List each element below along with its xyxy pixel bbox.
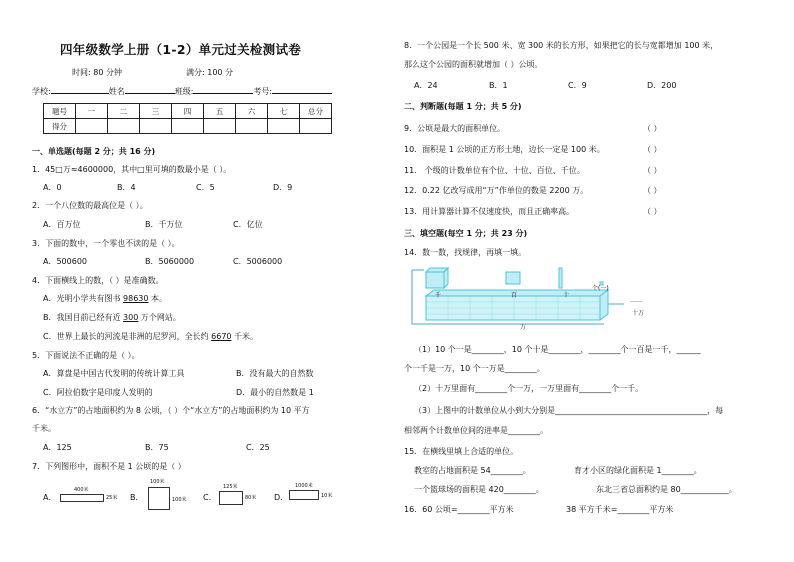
q3-option: C．5006000 [233, 257, 283, 266]
q7-option-a: A． [43, 493, 57, 502]
judge-item: 9．公顷是最大的面积单位。 [404, 124, 506, 133]
q4-option-c: C．世界上最长的河流是非洲的尼罗河，全长约 6670 千米。 [43, 332, 259, 341]
page-title: 四年级数学上册（1-2）单元过关检测试卷 [60, 42, 302, 57]
q3-stem: 3．下面的数中，一个零也不读的是（ ）。 [32, 239, 180, 248]
judge-item: 13．用计算器计算不仅速度快，而且正确率高。 [404, 207, 575, 216]
q7-stem: 7．下列图形中，面积不是 1 公顷的是（ ） [32, 462, 186, 471]
q6-line1: 6．“水立方”的占地面积约为 8 公顷，（ ）个“水立方”的占地面积约为 10 平方 [32, 406, 310, 415]
unit-label-bai: 百 [511, 292, 518, 299]
exam-time: 时间: 80 分钟 [72, 68, 122, 77]
q6-option: B．75 [145, 443, 169, 452]
score-table-header-cell: 三 [140, 104, 172, 119]
score-table-header-cell: 题号 [44, 104, 76, 119]
q3-option: B．5060000 [145, 257, 195, 266]
judge-answer-box[interactable]: （ ） [643, 186, 662, 195]
judge-item: 11． 个级的计数单位有个位、十位、百位、千位。 [404, 166, 585, 175]
ten-rod-icon [559, 268, 562, 288]
q16-item: 16．60 公顷=________平方米 [404, 505, 514, 514]
score-cell[interactable] [268, 119, 300, 134]
q16-item: 38 平方千米=________平方米 [566, 505, 674, 514]
q14-part3-line2: 相邻两个计数单位间的进率是________。 [404, 426, 548, 435]
rect-figure-c [219, 483, 269, 509]
score-table-header-cell: 五 [204, 104, 236, 119]
score-table [43, 103, 332, 134]
q5-option: A．算盘是中国古代发明的传统计算工具 [43, 369, 185, 378]
unit-label-shi: 十 [563, 292, 570, 299]
score-table-header-cell: 七 [268, 104, 300, 119]
q8-line2: 那么这个公园的面积就增加（ ）公顷。 [404, 60, 543, 69]
q14-stem: 14．数一数，找规律，再填一填。 [404, 248, 527, 257]
judge-answer-box[interactable]: （ ） [643, 207, 662, 216]
unit-label-wan: 万 [520, 324, 527, 331]
exam-no-label: 考号: [253, 87, 273, 96]
q7-option-b: B． [130, 493, 144, 502]
judge-answer-box[interactable]: （ ） [643, 145, 662, 154]
judge-answer-box[interactable]: （ ） [643, 166, 662, 175]
score-table-header-cell: 四 [172, 104, 204, 119]
q4-stem: 4．下面横线上的数，（ ）是准确数。 [32, 276, 164, 285]
exam-no-field[interactable] [272, 84, 332, 94]
q4-option-b: B．我国目前已经有近 300 万个网站。 [43, 313, 181, 322]
score-table-header-cell: 六 [236, 104, 268, 119]
score-table-header-cell: 一 [76, 104, 108, 119]
fig-b-width: 100米 [172, 497, 187, 503]
fig-d-length: 1000米 [295, 483, 313, 489]
q14-part1-line2: 个一千是一万，10 个一万是________。 [404, 364, 545, 373]
q5-option: D．最小的自然数是 1 [236, 388, 314, 397]
q2-stem: 2．一个八位数的最高位是（ ）。 [32, 201, 148, 210]
square-figure-b [148, 478, 196, 510]
q3-option: A．500600 [43, 257, 88, 266]
unit-label-shiwan: 十万 [632, 310, 645, 317]
score-cell[interactable] [236, 119, 268, 134]
score-row-label: 得分 [44, 119, 76, 134]
class-field[interactable] [193, 84, 253, 94]
judge-item: 12．0.22 亿改写成用“万”作单位的数是 2200 万。 [404, 186, 589, 195]
q6-line2: 千米。 [32, 424, 56, 433]
judge-answer-box[interactable]: （ ） [643, 124, 662, 133]
score-cell[interactable] [140, 119, 172, 134]
student-info-row [32, 84, 332, 97]
fig-b-length: 100米 [150, 479, 165, 485]
school-label: 学校: [32, 87, 51, 96]
section2-heading: 二、判断题(每题 1 分；共 5 分) [404, 102, 522, 111]
score-table-header-row [44, 104, 332, 119]
score-table-score-row [44, 119, 332, 134]
rect-figure-a [60, 486, 126, 500]
q7-option-c: C． [203, 493, 217, 502]
score-cell[interactable] [76, 119, 108, 134]
q15-item: 育才小区的绿化面积是 1________。 [574, 466, 702, 475]
underlined-number: 300 [123, 313, 139, 322]
q1-option: C．5 [196, 183, 215, 192]
school-field[interactable] [51, 84, 109, 94]
q8-option: B．1 [489, 81, 508, 90]
section3-heading: 三、填空题(每空 1 分；共 23 分) [404, 229, 528, 238]
score-cell[interactable] [108, 119, 140, 134]
unit-label-dots: …… [630, 297, 642, 304]
full-score: 满分: 100 分 [186, 68, 234, 77]
q14-part3-line1: （3）上图中的计数单位从小到大分别是______________________________________，每 [414, 406, 724, 415]
score-cell[interactable] [300, 119, 332, 134]
q8-line1: 8．一个公园是一个长 500 米、宽 300 米的长方形，如果把它的长与宽都增加 100 米， [404, 41, 719, 50]
fig-c-width: 80米 [245, 495, 257, 501]
q14-part2: （2）十万里面有________个一万，一万里面有________个一千。 [414, 384, 644, 393]
q2-option: B．千万位 [145, 220, 183, 229]
q5-option: B．没有最大的自然数 [236, 369, 314, 378]
q5-option: C．阿拉伯数字是印度人发明的 [43, 388, 153, 397]
judge-item: 10．面积是 1 公顷的正方形土地，边长一定是 100 米。 [404, 145, 605, 154]
class-label: 班级: [174, 87, 194, 96]
q4-option-a: A．光明小学共有图书 98630 本。 [43, 294, 168, 303]
q15-stem: 15．在横线里填上合适的单位。 [404, 447, 519, 456]
thousand-cube-icon [426, 268, 448, 288]
unit-label-ge: 个(一) [592, 285, 609, 292]
underlined-number: 6670 [211, 332, 232, 341]
fig-a-width: 25米 [106, 495, 118, 501]
hundred-flat-icon [506, 272, 520, 284]
q6-option: A．125 [43, 443, 72, 452]
fig-a-length: 400米 [74, 487, 89, 493]
fig-d-width: 10米 [321, 493, 333, 499]
q1-option: A．0 [43, 183, 62, 192]
q1-option: D．9 [273, 183, 293, 192]
q2-option: A．百万位 [43, 220, 81, 229]
name-field[interactable] [125, 84, 175, 94]
underlined-number: 98630 [123, 294, 149, 303]
unit-label-qian: 千 [435, 292, 442, 299]
score-cell[interactable] [172, 119, 204, 134]
score-table-header-cell: 总分 [300, 104, 332, 119]
rect-figure-d [289, 482, 341, 502]
q8-option: A．24 [414, 81, 438, 90]
q1-stem: 1．45□万≈4600000，其中□里可填的数最小是（ ）。 [32, 165, 232, 174]
q6-option: C．25 [246, 443, 270, 452]
q5-stem: 5．下面说法不正确的是（ ）。 [32, 351, 140, 360]
q1-option: B．4 [117, 183, 136, 192]
score-table-header-cell: 二 [108, 104, 140, 119]
q7-option-d: D． [274, 493, 289, 502]
q2-option: C．亿位 [233, 220, 263, 229]
q8-option: C．9 [568, 81, 587, 90]
q8-option: D．200 [647, 81, 677, 90]
q14-part1-line1: （1）10 个一是________，10 个十是________，________个一百是一千，______ [414, 345, 701, 354]
section1-heading: 一、单选题(每题 2 分；共 16 分) [32, 147, 156, 156]
q15-item: 教室的占地面积是 54________。 [414, 466, 531, 475]
q15-item: 东北三省总面积约是 80____________。 [596, 485, 737, 494]
q15-item: 一个篮球场的面积是 420________。 [414, 485, 544, 494]
name-label: 姓名 [108, 87, 125, 96]
score-cell[interactable] [204, 119, 236, 134]
fig-c-length: 125米 [223, 484, 238, 490]
